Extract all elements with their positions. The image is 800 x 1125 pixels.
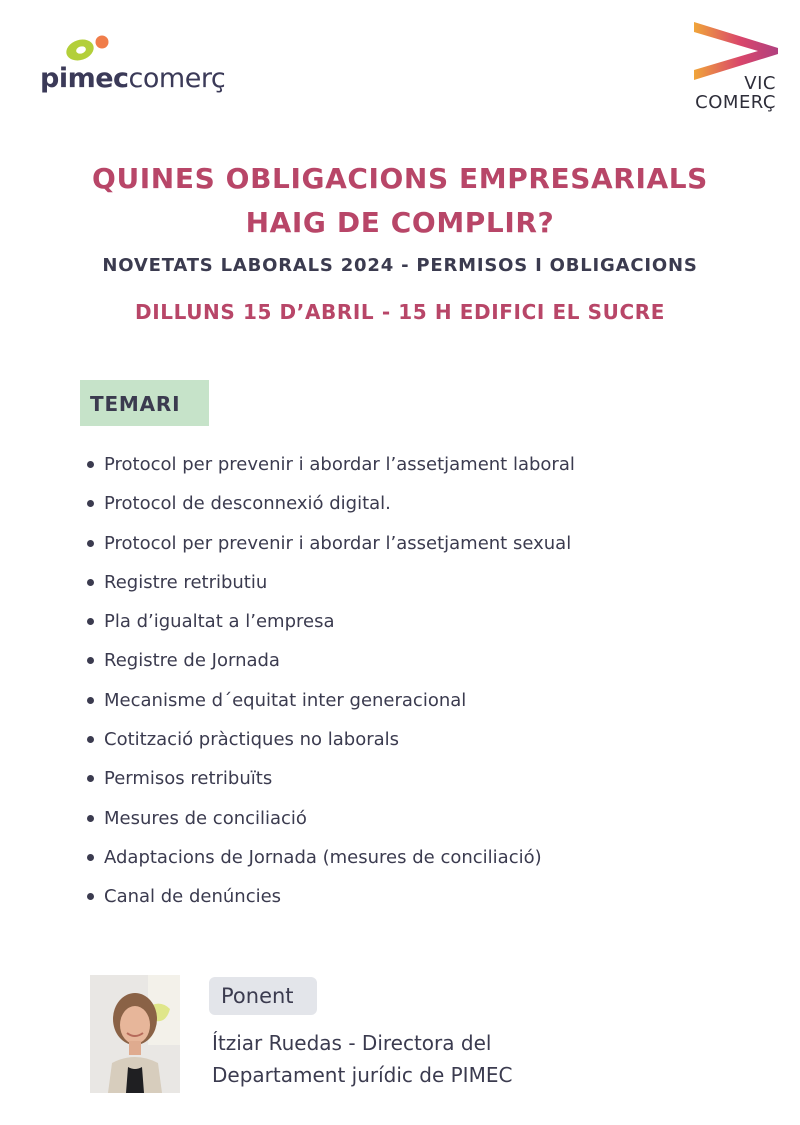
bullet-icon — [87, 540, 94, 547]
ponent-label: Ponent — [221, 984, 294, 1008]
bullet-icon — [87, 815, 94, 822]
event-subtitle: NOVETATS LABORALS 2024 - PERMISOS I OBLIGACIONS — [102, 255, 698, 276]
bullet-icon — [87, 697, 94, 704]
event-title-line-2: HAIG DE COMPLIR? — [245, 206, 555, 239]
list-item: Cotització pràctiques no laborals — [84, 725, 575, 764]
speaker-department: Departament jurídic de PIMEC — [212, 1063, 513, 1087]
bullet-icon — [87, 579, 94, 586]
event-date-location: DILLUNS 15 D’ABRIL - 15 H EDIFICI EL SUCRE — [135, 300, 666, 324]
vic-logo-text: VIC COMERÇ — [695, 73, 776, 113]
list-item: Permisos retribuïts — [84, 764, 575, 803]
pimec-wordmark: pimeccomerç — [40, 63, 226, 94]
list-item: Mecanisme d´equitat inter generacional — [84, 686, 575, 725]
vic-logo-arrow-icon — [692, 22, 780, 80]
bullet-icon — [87, 736, 94, 743]
pimec-logo-mark-icon — [64, 30, 124, 66]
bullet-icon — [87, 854, 94, 861]
vic-comerc-logo — [688, 22, 784, 118]
speaker-photo — [90, 975, 180, 1093]
bullet-icon — [87, 500, 94, 507]
list-item: Registre de Jornada — [84, 646, 575, 685]
bullet-icon — [87, 461, 94, 468]
list-item: Protocol per prevenir i abordar l’assetjament sexual — [84, 529, 575, 568]
temari-heading: TEMARI — [90, 392, 181, 416]
event-title-line-1: QUINES OBLIGACIONS EMPRESARIALS — [92, 162, 708, 195]
list-item: Pla d’igualtat a l’empresa — [84, 607, 575, 646]
list-item: Protocol per prevenir i abordar l’assetjament laboral — [84, 450, 575, 489]
list-item: Registre retributiu — [84, 568, 575, 607]
list-item: Mesures de conciliació — [84, 804, 575, 843]
pimecomerc-logo — [40, 30, 230, 100]
speaker-portrait-icon — [90, 975, 180, 1093]
list-item: Canal de denúncies — [84, 882, 575, 921]
speaker-name-title: Ítziar Ruedas - Directora del — [212, 1031, 492, 1055]
bullet-icon — [87, 893, 94, 900]
topic-list — [84, 450, 575, 922]
bullet-icon — [87, 618, 94, 625]
list-item: Protocol de desconnexió digital. — [84, 489, 575, 528]
bullet-icon — [87, 657, 94, 664]
bullet-icon — [87, 775, 94, 782]
list-item: Adaptacions de Jornada (mesures de conciliació) — [84, 843, 575, 882]
